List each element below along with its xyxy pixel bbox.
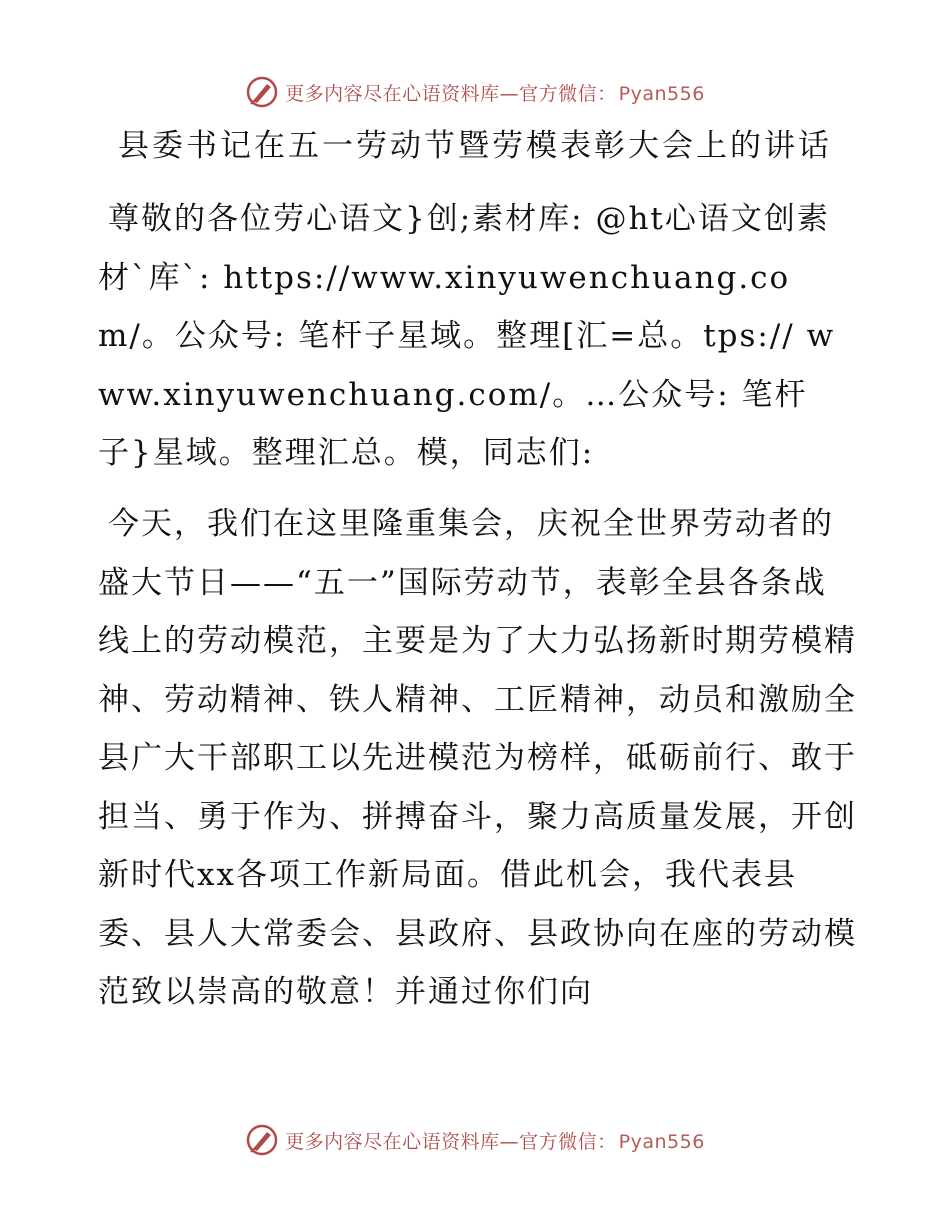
watermark-text: 更多内容尽在心语资料库—官方微信： Pyan556 <box>285 1130 705 1153</box>
pen-seal-icon <box>245 75 279 109</box>
paragraph-salutation: 尊敬的各位劳心语文}创;素材库: @ht心语文创素材`库`: https://www.xinyuwenchuang.com/。公众号: 笔杆子星域。整理[汇=总。tps:// www.xinyuwenchuang.com/。…公众号: 笔杆子}星域。整理汇总。模，同志们: <box>98 201 836 471</box>
wechat-id: Pyan556 <box>618 82 705 105</box>
pen-seal-icon <box>245 1123 279 1157</box>
footer-watermark <box>0 1118 950 1162</box>
paragraph-body: 今天，我们在这里隆重集会，庆祝全世界劳动者的盛大节日——“五一”国际劳动节，表彰全县各条战线上的劳动模范，主要是为了大力弘扬新时期劳模精神、劳动精神、铁人精神、工匠精神，动员和激励全县广大干部职工以先进模范为榜样，砥砺前行、敢于担当、勇于作为、拼搏奋斗，聚力高质量发展，开创新时代xx各项工作新局面。借此机会，我代表县委、县人大常委会、县政府、县政协向在座的劳动模范致以崇高的敬意！并通过你们向 <box>98 506 857 1010</box>
header-watermark <box>0 70 950 114</box>
watermark-text: 更多内容尽在心语资料库—官方微信： Pyan556 <box>285 82 705 105</box>
wechat-id: Pyan556 <box>618 1130 705 1153</box>
document-title: 县委书记在五一劳动节暨劳模表彰大会上的讲话 <box>118 128 832 164</box>
